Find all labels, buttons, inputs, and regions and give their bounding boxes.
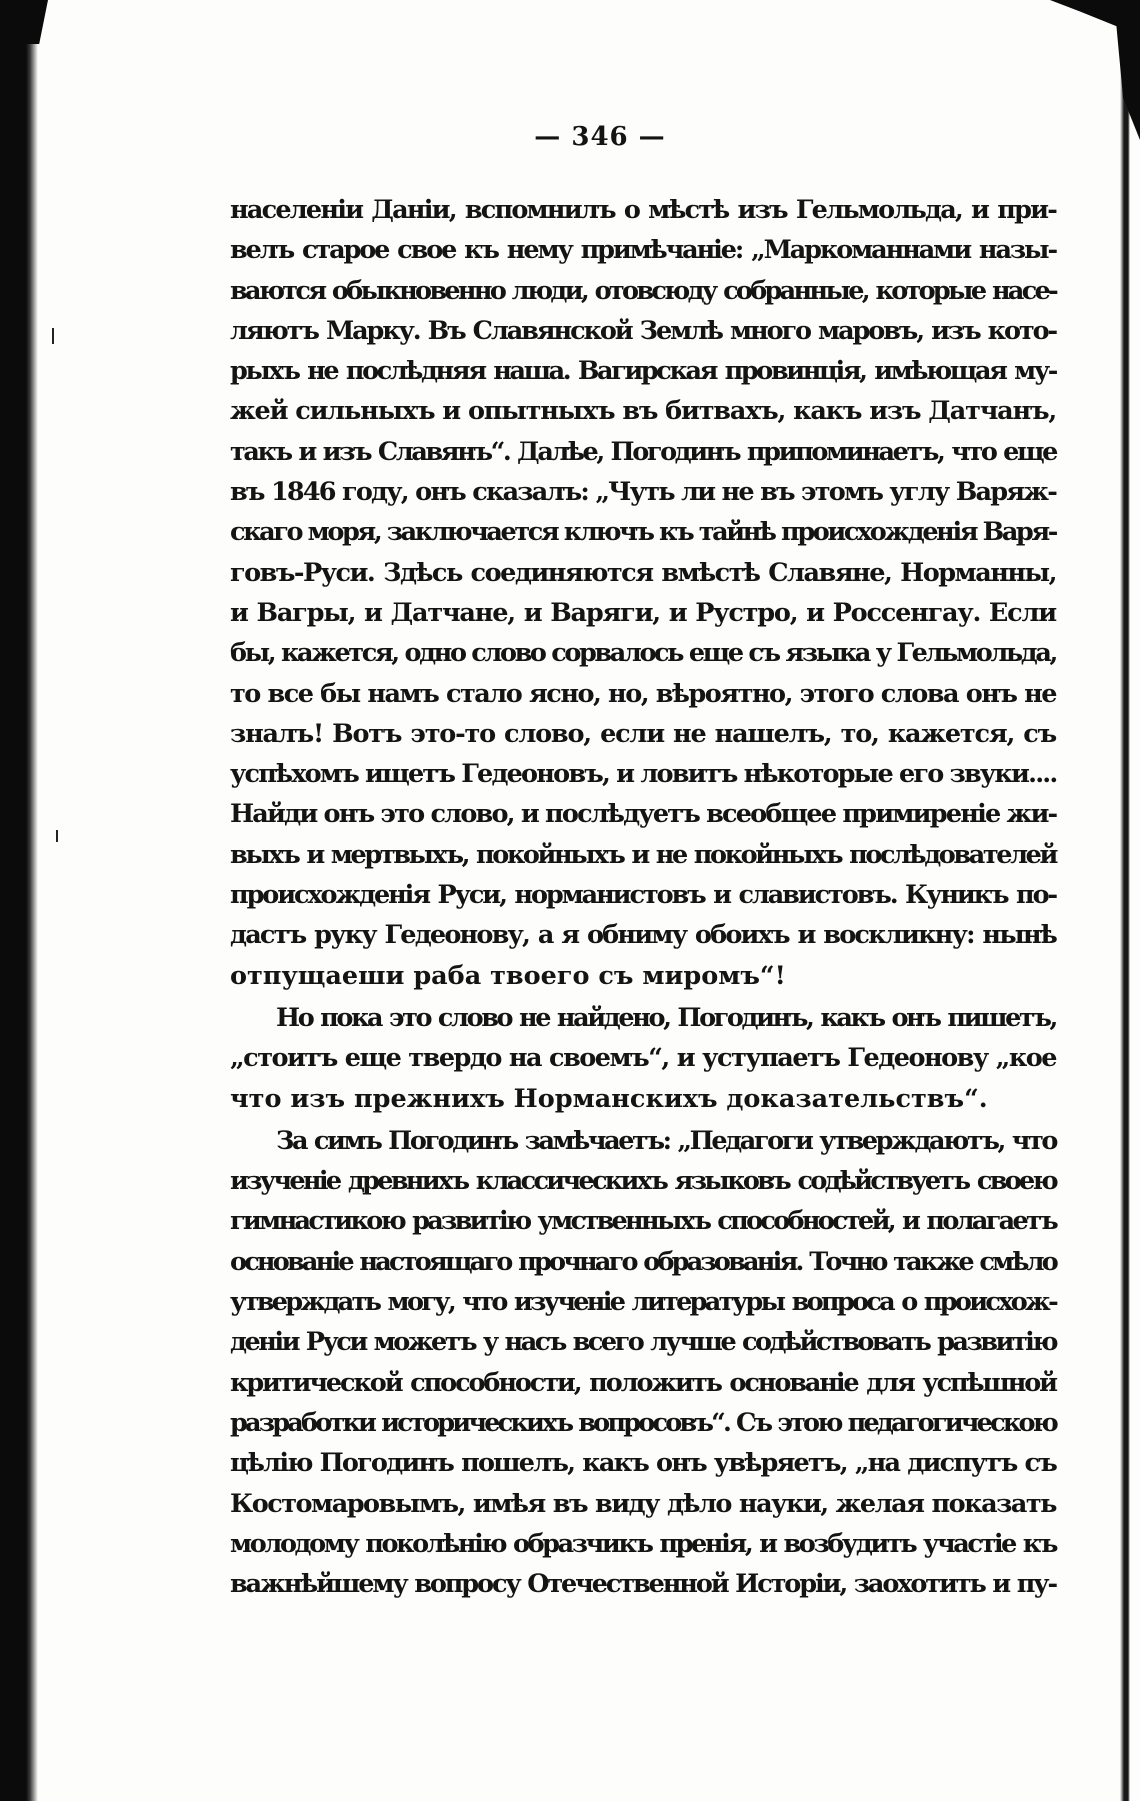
- text-line: дастъ руку Гедеонову, а я обниму обоихъ и воскликну: нынѣ: [230, 920, 1056, 951]
- text-line: ляютъ Марку. Въ Славянской Землѣ много маровъ, изъ кото-: [230, 315, 1056, 346]
- text-line: ваются обыкновенно люди, отовсюду собранные, которые насе-: [230, 275, 1056, 306]
- scan-right-edge: [1116, 0, 1140, 1801]
- text-line: говъ-Руси. Здѣсь соединяются вмѣстѣ Славяне, Норманны,: [230, 557, 1056, 588]
- text-line: населеніи Даніи, вспомнилъ о мѣстѣ изъ Гельмольда, и при-: [230, 195, 1056, 225]
- text-line: успѣхомъ ищетъ Гедеоновъ, и ловитъ нѣкоторые его звуки....: [230, 759, 1057, 790]
- text-line: выхъ и мертвыхъ, покойныхъ и не покойныхъ послѣдователей: [230, 839, 1056, 870]
- text-line: Костомаровымъ, имѣя въ виду дѣло науки, желая показать: [230, 1488, 1056, 1519]
- text-line: рыхъ не послѣдняя наша. Вагирская провинція, имѣющая му-: [230, 356, 1056, 387]
- text-line: молодому поколѣнію образчикъ пренія, и возбудить участіе къ: [230, 1528, 1056, 1559]
- margin-mark: [56, 830, 58, 842]
- text-line: гимнастикою развитію умственныхъ способностей, и полагаетъ: [230, 1206, 1056, 1237]
- text-line: скаго моря, заключается ключъ къ тайнѣ происхожденія Варя-: [230, 517, 1056, 548]
- text-line: жей сильныхъ и опытныхъ въ битвахъ, какъ изъ Датчанъ,: [230, 396, 1056, 427]
- text-line: то все бы намъ стало ясно, но, вѣроятно, этого слова онъ не: [230, 678, 1056, 709]
- text-line: „стоитъ еще твердо на своемъ“, и уступаетъ Гедеонову „кое: [230, 1043, 1056, 1074]
- text-line: утверждать могу, что изученіе литературы вопроса о происхож-: [230, 1287, 1056, 1318]
- text-line: что изъ прежнихъ Норманскихъ доказательствъ“.: [230, 1083, 988, 1114]
- paragraph-2: [230, 998, 1056, 1119]
- text-line: отпущаеши раба твоего съ миромъ“!: [230, 960, 786, 991]
- text-line: цѣлію Погодинъ пошелъ, какъ онъ увѣряетъ, „на диспутъ съ: [230, 1448, 1056, 1479]
- text-line: и Вагры, и Датчане, и Варяги, и Рустро, и Россенгау. Если: [230, 597, 1056, 628]
- text-line: деніи Руси можетъ у насъ всего лучше содѣйствовать развитію: [230, 1327, 1056, 1358]
- text-line: изученіе древнихъ классическихъ языковъ содѣйствуетъ своею: [230, 1166, 1056, 1197]
- body-text: [230, 190, 1056, 1604]
- text-line: основаніе настоящаго прочнаго образованія. Точно также смѣло: [230, 1246, 1056, 1277]
- margin-mark: [52, 328, 54, 344]
- text-line: происхожденія Руси, норманистовъ и славистовъ. Куникъ по-: [230, 880, 1056, 911]
- text-line: такъ и изъ Славянъ“. Далѣе, Погодинъ припоминаетъ, что еще: [230, 436, 1056, 467]
- text-line: критической способности, положить основаніе для успѣшной: [230, 1367, 1056, 1398]
- text-line: За симъ Погодинъ замѣчаетъ: „Педагоги утверждаютъ, что: [276, 1125, 1056, 1156]
- scan-left-corner: [26, 0, 48, 44]
- text-line: въ 1846 году, онъ сказалъ: „Чуть ли не въ этомъ углу Варяж-: [230, 477, 1056, 508]
- paragraph-3: [230, 1121, 1056, 1605]
- scan-left-edge: [0, 0, 38, 1801]
- text-line: разработки историческихъ вопросовъ“. Съ этою педагогическою: [230, 1407, 1056, 1438]
- text-line: важнѣйшему вопросу Отечественной Исторіи, заохотить и пу-: [230, 1569, 1056, 1600]
- page-number: — 346 —: [534, 122, 666, 152]
- paragraph-1: [230, 190, 1056, 996]
- text-line: велъ старое свое къ нему примѣчаніе: „Маркоманнами назы-: [230, 235, 1056, 266]
- text-line: бы, кажется, одно слово сорвалось еще съ языка у Гельмольда,: [230, 638, 1056, 669]
- text-line: Но пока это слово не найдено, Погодинъ, какъ онъ пишетъ,: [276, 1002, 1056, 1033]
- text-line: Найди онъ это слово, и послѣдуетъ всеобщее примиреніе жи-: [230, 799, 1057, 830]
- text-line: зналъ! Вотъ это-то слово, если не нашелъ, то, кажется, съ: [230, 718, 1056, 749]
